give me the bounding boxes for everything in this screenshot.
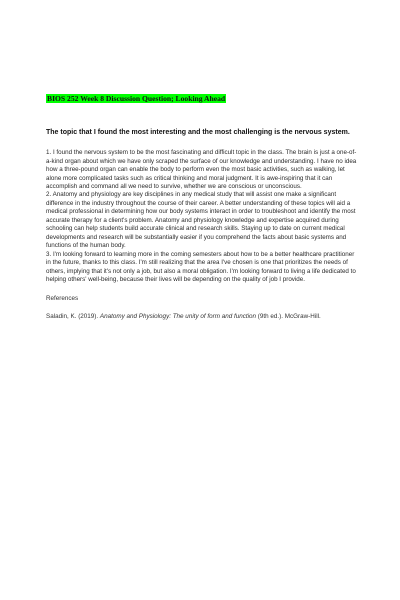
reference-entry [46, 313, 358, 321]
reference-work-title: Anatomy and Physiology: The unity of form and function [99, 312, 257, 320]
document-title: BIOS 252 Week 8 Discussion Question; Looking Ahead [47, 94, 226, 103]
paragraph-1: 1. I found the nervous system to be the most fascinating and difficult topic in the class. The brain is just a one-of-a-kind organ about which we have only scraped the surface of our knowledge and understanding. I have no idea how a three-pound organ can enable the body to perform even the most basic activities, such as walking, let alone more complicated tasks such as critical thinking and moral judgment. It is awe-inspiring that it can accomplish and command all we need to survive, whether we are conscious or unconscious. [46, 149, 357, 191]
references-label: References [46, 295, 79, 303]
paragraph-3: 3. I'm looking forward to learning more in the coming semesters about how to be a better healthcare practitioner in the future, thanks to this class. I'm still realizing that the area I've chosen is one that prioritizes the needs of others, implying that it's not only a job, but also a moral obligation. I'm looking forward to living a life dedicated to helping others' well-being, because their lives will be depending on the quality of job I provide. [46, 250, 356, 283]
document-page [46, 88, 358, 321]
reference-edition-publisher: (9th ed.). McGraw-Hill. [256, 312, 321, 320]
paragraph-2: 2. Anatomy and physiology are key disciplines in any medical study that will assist one make a significant difference in the industry throughout the course of their career. A better understanding of these topics will aid a medical professional in determining how our body systems interact in order to troubleshoot and identify the most accurate therapy for a client's problem. Anatomy and physiology knowledge and expertise acquired during schooling can help students build accurate clinical and research skills. Staying up to date on current medical developments and research will be substantially easier if you comprehend the facts about basic systems and functions of the human body. [46, 191, 356, 250]
section-heading: The topic that I found the most interesting and the most challenging is the nervous system. [46, 129, 350, 136]
reference-author-year: Saladin, K. (2019). [46, 312, 100, 320]
